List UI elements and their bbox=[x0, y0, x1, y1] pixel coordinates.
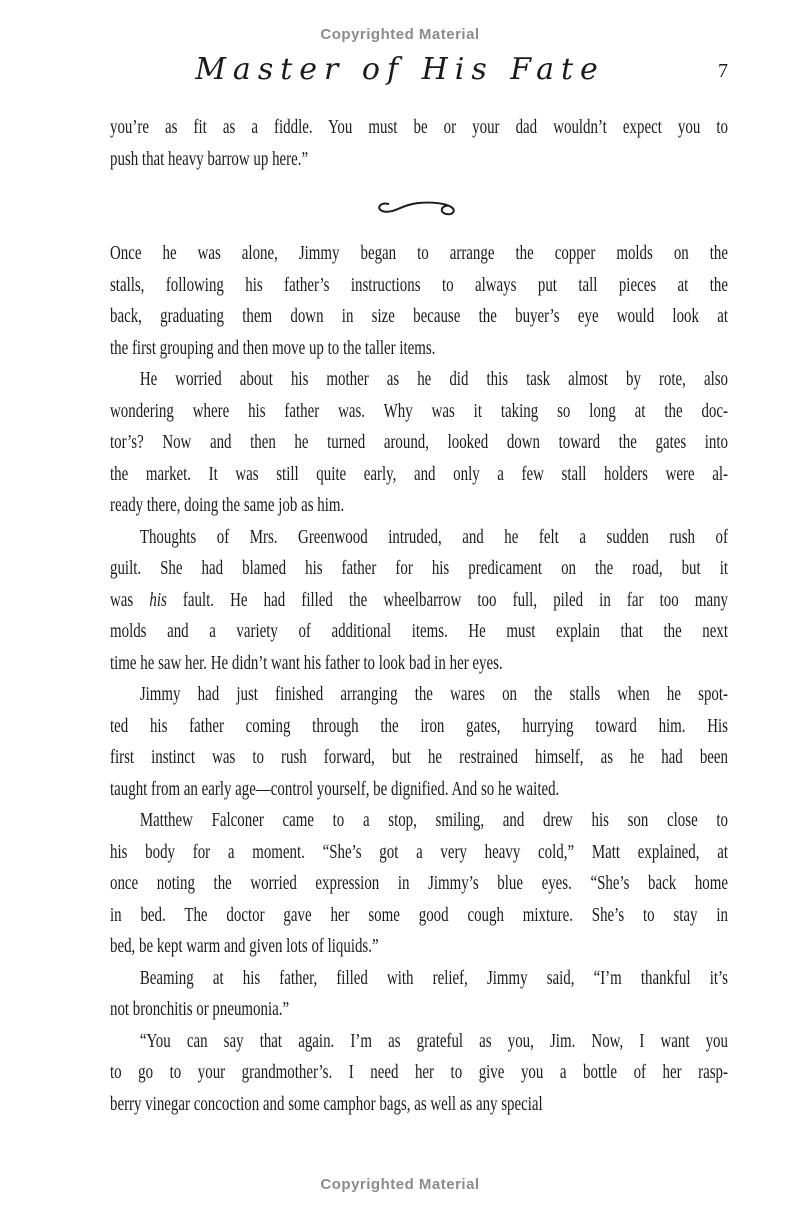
body-paragraphs bbox=[110, 238, 728, 1120]
text-line: molds and a variety of additional items. He must explain that the next bbox=[110, 620, 728, 642]
text-line: once noting the worried expression in Jimmy’s blue eyes. “She’s back home bbox=[110, 872, 728, 894]
paragraph bbox=[110, 963, 728, 1026]
text-line: bed, be kept warm and given lots of liquids.” bbox=[110, 935, 379, 957]
text-segment: fault. He had filled the wheelbarrow too full, piled in far too many bbox=[166, 588, 728, 611]
book-title: Master of His Fate bbox=[195, 52, 605, 87]
text-line: Thoughts of Mrs. Greenwood intruded, and he felt a sudden rush of bbox=[139, 525, 728, 548]
text-line: wondering where his father was. Why was it taking so long at the doc- bbox=[110, 399, 728, 422]
text-line: stalls, following his father’s instructions to always put tall pieces at the bbox=[110, 273, 728, 296]
paragraph bbox=[110, 805, 728, 963]
text-line: in bed. The doctor gave her some good cough mixture. She’s to stay in bbox=[110, 903, 728, 926]
paragraph bbox=[110, 679, 728, 805]
text-line: ready there, doing the same job as him. bbox=[110, 494, 345, 516]
flourish-icon bbox=[373, 193, 465, 221]
paragraph bbox=[110, 1026, 728, 1121]
text-line: taught from an early age—control yourself, be dignified. And so he waited. bbox=[110, 777, 560, 800]
text-line: Beaming at his father, filled with relief, Jimmy said, “I’m thankful it’s bbox=[139, 966, 728, 989]
paragraph bbox=[110, 112, 728, 175]
text-line: the market. It was still quite early, and only a few stall holders were al- bbox=[110, 462, 728, 485]
text-line: berry vinegar concoction and some camphor bags, as well as any special bbox=[110, 1092, 543, 1115]
italic-text: his bbox=[149, 588, 167, 611]
text-line: the first grouping and then move up to the taller items. bbox=[110, 336, 436, 359]
text-line bbox=[110, 585, 728, 617]
copyright-notice-bottom: Copyrighted Material bbox=[320, 1176, 480, 1193]
page-number: 7 bbox=[718, 60, 728, 82]
text-line: guilt. She had blamed his father for his predicament on the road, but it bbox=[110, 557, 728, 579]
text-line: push that heavy barrow up here.” bbox=[110, 147, 309, 170]
paragraph bbox=[110, 522, 728, 680]
text-line: tor’s? Now and then he turned around, looked down toward the gates into bbox=[110, 431, 728, 453]
text-line: He worried about his mother as he did this task almost by rote, also bbox=[139, 368, 728, 390]
copyright-notice-top: Copyrighted Material bbox=[320, 26, 480, 43]
page-body bbox=[110, 112, 728, 1120]
text-line: Once he was alone, Jimmy began to arrange the copper molds on the bbox=[110, 242, 728, 264]
text-line: ted his father coming through the iron gates, hurrying toward him. His bbox=[110, 714, 728, 737]
text-line: time he saw her. He didn’t want his father to look bad in her eyes. bbox=[110, 651, 503, 674]
text-line: his body for a moment. “She’s got a very heavy cold,” Matt explained, at bbox=[110, 840, 728, 863]
text-line: you’re as fit as a fiddle. You must be or your dad wouldn’t expect you to bbox=[110, 116, 728, 138]
text-line: not bronchitis or pneumonia.” bbox=[110, 998, 290, 1020]
text-line: first instinct was to rush forward, but he restrained himself, as he had been bbox=[110, 746, 728, 768]
paragraph bbox=[110, 238, 728, 364]
text-line: “You can say that again. I’m as grateful as you, Jim. Now, I want you bbox=[139, 1029, 728, 1052]
text-segment: was bbox=[110, 588, 150, 611]
text-line: Matthew Falconer came to a stop, smiling, and drew his son close to bbox=[139, 809, 728, 831]
text-line: to go to your grandmother’s. I need her to give you a bottle of her rasp- bbox=[110, 1061, 728, 1083]
continuation-paragraph-host bbox=[110, 112, 728, 175]
text-line: Jimmy had just finished arranging the wares on the stalls when he spot- bbox=[139, 683, 728, 705]
section-divider-ornament bbox=[110, 175, 728, 238]
paragraph bbox=[110, 364, 728, 522]
text-line: back, graduating them down in size because the buyer’s eye would look at bbox=[110, 305, 728, 327]
